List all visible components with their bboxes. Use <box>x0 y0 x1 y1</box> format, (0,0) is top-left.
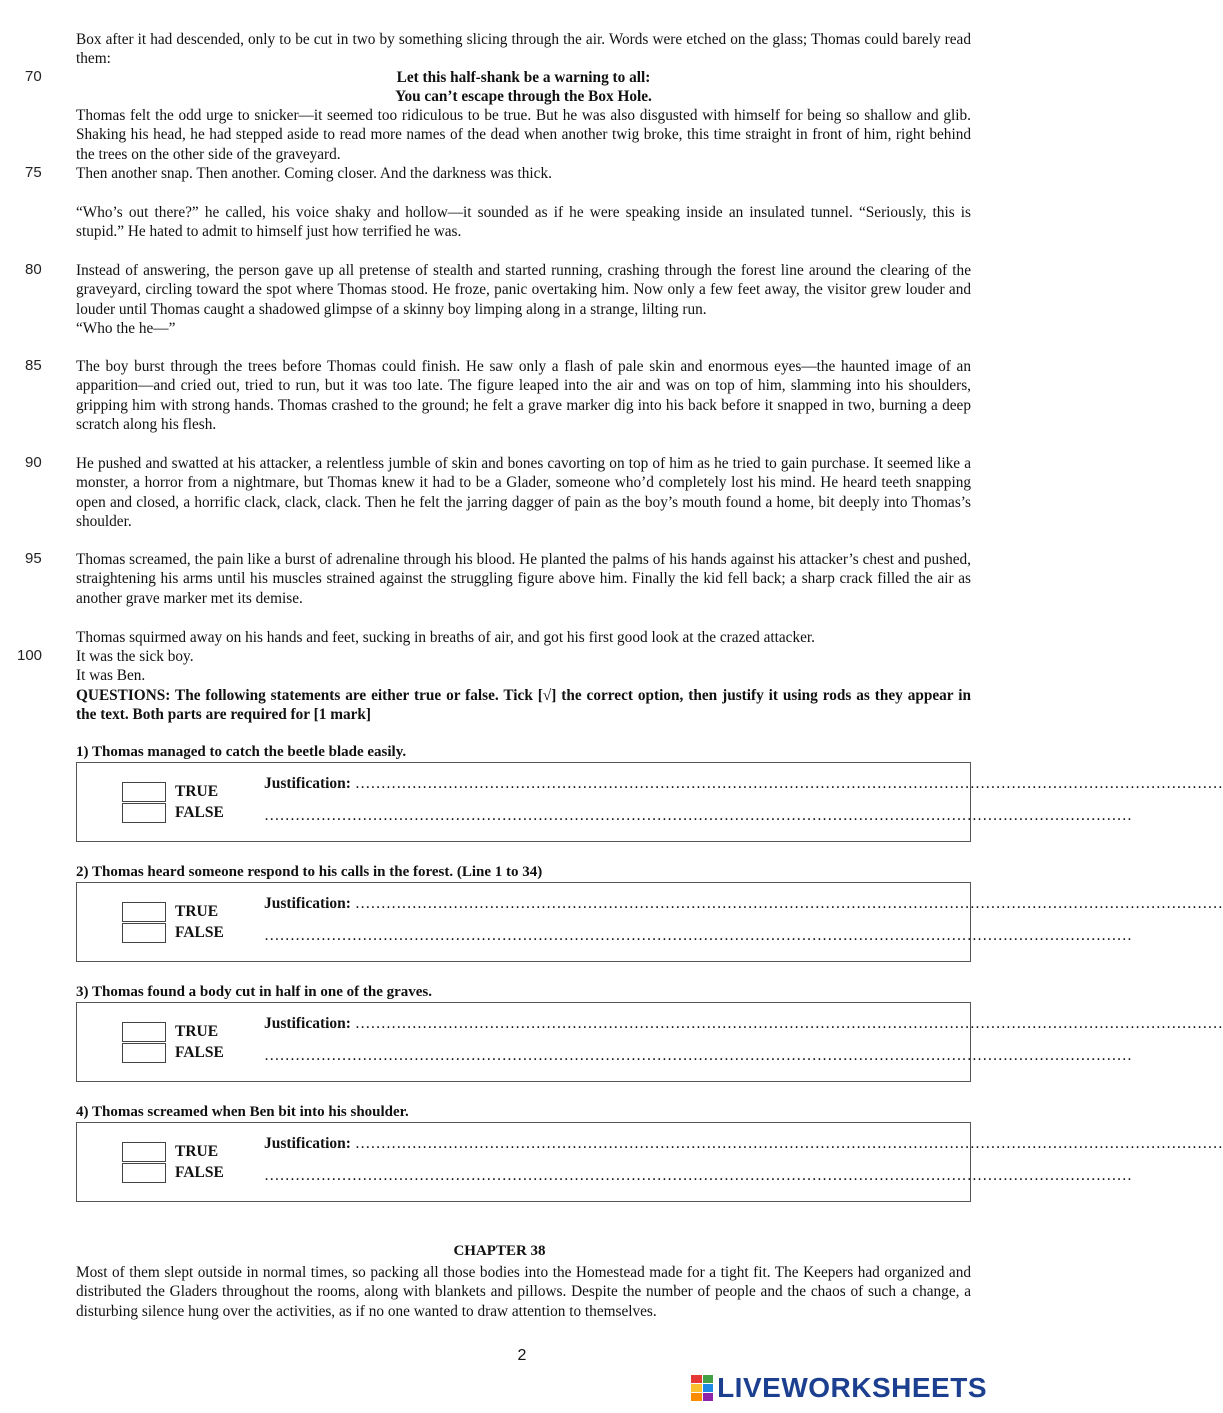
passage-paragraph: Then another snap. Then another. Coming closer. And the darkness was thick. <box>76 165 552 182</box>
line-number: 70 <box>25 68 42 85</box>
false-label: FALSE <box>175 804 224 821</box>
justification-label: Justification: <box>264 1015 351 1032</box>
question-1-box <box>76 762 1223 842</box>
question-2-box <box>76 882 1223 962</box>
line-number: 100 <box>17 647 43 664</box>
warning-line: You can’t escape through the Box Hole. <box>395 88 652 105</box>
passage-paragraph: The boy burst through the trees before Thomas could finish. He saw only a flash of pale skin and enormous eyes—the haunted image of an apparition—and cried out, tried to run, but it was too late. The figure leaped into the air and was on top of him, slamming into his shoulders, gripping him with strong hands. Thomas crashed to the ground; he felt a grave marker dig into his back before it snapped in two, burning a deep scratch along his flesh. <box>76 358 971 433</box>
justification-line[interactable] <box>264 1135 1223 1153</box>
passage-paragraph: Box after it had descended, only to be cut in two by something slicing through the air. Words were etched on the glass; Thomas could barely read them: <box>76 31 971 68</box>
justification-label: Justification: <box>264 895 351 912</box>
true-label: TRUE <box>175 1023 219 1040</box>
passage-paragraph: He pushed and swatted at his attacker, a relentless jumble of skin and bones cavorting on top of him as he tried to gain purchase. It seemed like a monster, a horror from a nightmare, but Thomas knew it had to be a Glader, someone who’d completely lost his mind. He heard teeth snapping open and closed, a horrific clack, clack, clack. Then he felt the jarring dagger of pain as the boy’s mouth found a home, bit deeply into Thomas’s shoulder. <box>76 455 971 530</box>
chapter-title: CHAPTER 38 <box>453 1243 546 1259</box>
question-3-box <box>76 1002 1223 1082</box>
warning-line: Let this half-shank be a warning to all: <box>396 69 651 86</box>
justification-line-2[interactable]: …………………………………………………………………………………………………………………………………………………… <box>264 807 1132 824</box>
page-number: 2 <box>517 1347 527 1364</box>
question-1-label: 1) Thomas managed to catch the beetle blade easily. <box>76 744 407 760</box>
true-checkbox[interactable] <box>122 782 166 802</box>
passage-paragraph: It was the sick boy. <box>76 648 194 665</box>
false-label: FALSE <box>175 924 224 941</box>
brand-name: LIVEWORKSHEETS <box>717 1372 987 1403</box>
passage-paragraph: It was Ben. <box>76 667 146 684</box>
question-4-box <box>76 1122 1223 1202</box>
justification-line[interactable] <box>264 1015 1223 1033</box>
false-label: FALSE <box>175 1164 224 1181</box>
justification-line-2[interactable]: …………………………………………………………………………………………………………………………………………………… <box>264 927 1132 944</box>
question-4-label: 4) Thomas screamed when Ben bit into his shoulder. <box>76 1104 409 1120</box>
logo-block <box>691 1393 702 1401</box>
logo-block <box>703 1393 714 1401</box>
question-2-label: 2) Thomas heard someone respond to his calls in the forest. (Line 1 to 34) <box>76 864 543 880</box>
line-number: 75 <box>25 164 42 181</box>
dotted-line: …………………………………………………………………………………………………………………………………………………… <box>354 1015 1223 1032</box>
true-label: TRUE <box>175 903 219 920</box>
false-checkbox[interactable] <box>122 803 166 823</box>
false-label: FALSE <box>175 1044 224 1061</box>
dotted-line: …………………………………………………………………………………………………………………………………………………… <box>354 775 1223 792</box>
false-checkbox[interactable] <box>122 1163 166 1183</box>
dotted-line: …………………………………………………………………………………………………………………………………………………… <box>354 1135 1223 1152</box>
passage-paragraph: “Who the he—” <box>76 320 176 337</box>
passage-paragraph: Thomas screamed, the pain like a burst of adrenaline through his blood. He planted the palms of his hands against his attacker’s chest and pushed, straightening his arms until his muscles strained against the struggling figure above him. Finally the kid fell back; a sharp crack filled the air as another grave marker met its demise. <box>76 551 971 607</box>
liveworksheets-brand[interactable] <box>691 1372 987 1404</box>
false-checkbox[interactable] <box>122 1043 166 1063</box>
dotted-line: …………………………………………………………………………………………………………………………………………………… <box>354 895 1223 912</box>
true-label: TRUE <box>175 1143 219 1160</box>
logo-block <box>691 1375 702 1383</box>
question-3-label: 3) Thomas found a body cut in half in one of the graves. <box>76 984 433 1000</box>
logo-block <box>703 1384 714 1392</box>
line-number: 85 <box>25 357 42 374</box>
questions-instructions: QUESTIONS: The following statements are either true or false. Tick [√] the correct option, then justify it using rods as they appear in the text. Both parts are required for [1 mark] <box>76 687 971 724</box>
justification-line-2[interactable]: …………………………………………………………………………………………………………………………………………………… <box>264 1167 1132 1184</box>
true-checkbox[interactable] <box>122 1022 166 1042</box>
liveworksheets-logo-icon <box>691 1375 713 1401</box>
false-checkbox[interactable] <box>122 923 166 943</box>
passage-paragraph: Thomas squirmed away on his hands and feet, sucking in breaths of air, and got his first good look at the crazed attacker. <box>76 629 815 646</box>
logo-block <box>691 1384 702 1392</box>
line-number: 95 <box>25 550 42 567</box>
true-label: TRUE <box>175 783 219 800</box>
justification-label: Justification: <box>264 1135 351 1152</box>
passage-paragraph: Thomas felt the odd urge to snicker—it seemed too ridiculous to be true. But he was also disgusted with himself for being so shallow and glib. Shaking his head, he had stepped aside to read more names of the dead when another twig broke, this time straight in front of him, right behind the trees on the other side of the graveyard. <box>76 107 971 163</box>
justification-label: Justification: <box>264 775 351 792</box>
logo-block <box>703 1375 714 1383</box>
line-number: 80 <box>25 261 42 278</box>
justification-line[interactable] <box>264 775 1223 793</box>
passage-paragraph: “Who’s out there?” he called, his voice shaky and hollow—it sounded as if he were speaking inside an insulated tunnel. “Seriously, this is stupid.” He hated to admit to himself just how terrified he was. <box>76 204 971 241</box>
justification-line-2[interactable]: …………………………………………………………………………………………………………………………………………………… <box>264 1047 1132 1064</box>
justification-line[interactable] <box>264 895 1223 913</box>
true-checkbox[interactable] <box>122 1142 166 1162</box>
line-number: 90 <box>25 454 42 471</box>
passage-paragraph: Instead of answering, the person gave up all pretense of stealth and started running, crashing through the forest line around the clearing of the graveyard, circling toward the spot where Thomas stood. He froze, panic overtaking him. Now only a few feet away, the visitor grew louder and louder until Thomas caught a shadowed glimpse of a skinny boy limping along in a strange, lilting run. <box>76 262 971 318</box>
true-checkbox[interactable] <box>122 902 166 922</box>
chapter-paragraph: Most of them slept outside in normal times, so packing all those bodies into the Homestead made for a tight fit. The Keepers had organized and distributed the Gladers throughout the rooms, along with blankets and pillows. Despite the number of people and the chaos of such a change, a disturbing silence hung over the activities, as if no one wanted to draw attention to themselves. <box>76 1264 971 1320</box>
